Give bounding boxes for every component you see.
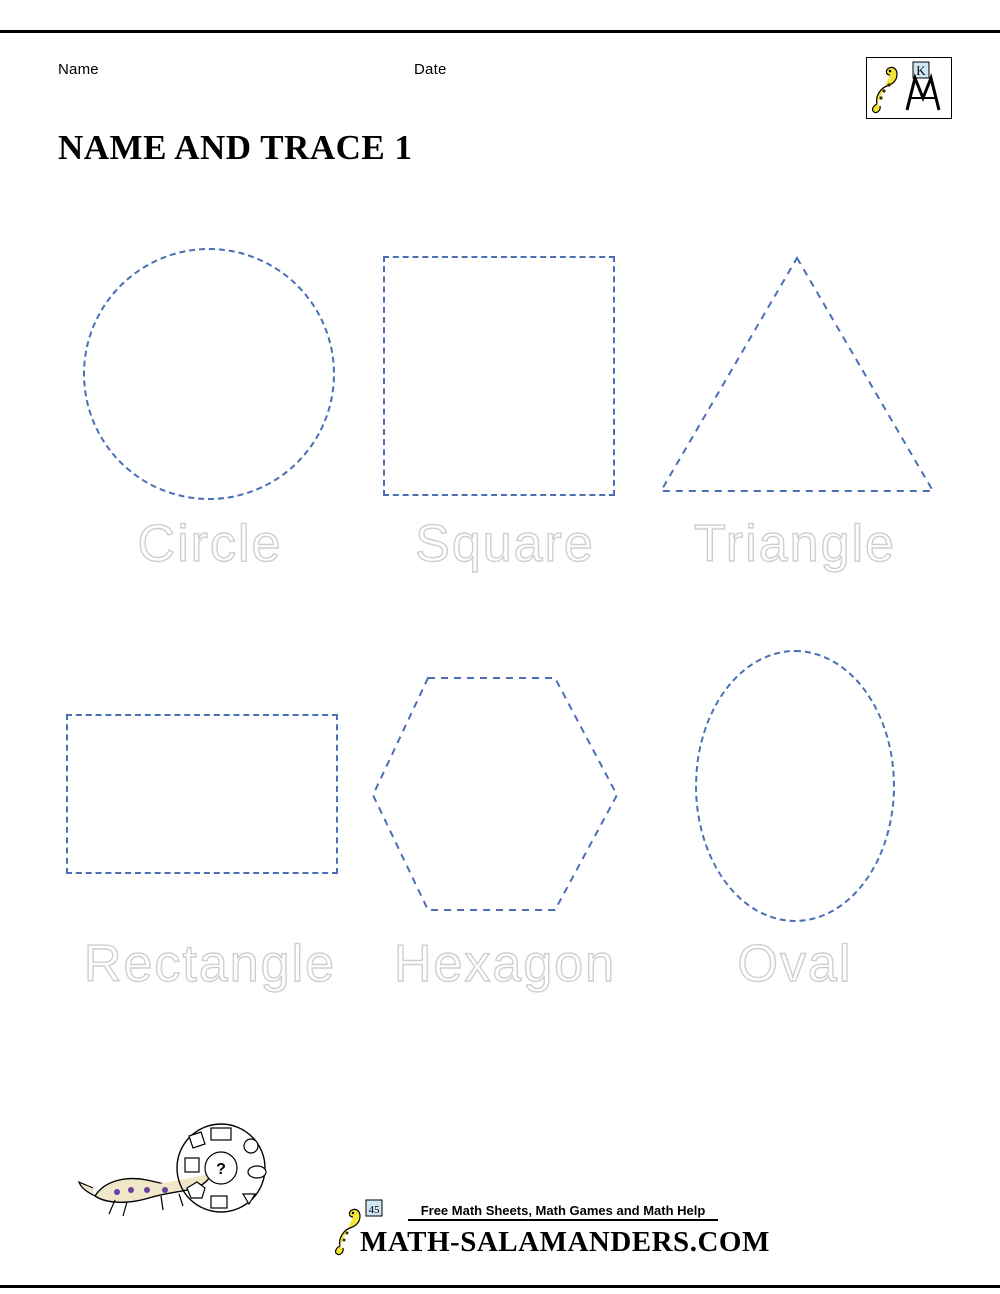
salamander-logo-box [866,57,952,119]
salamander-mascot-icon [75,1118,285,1248]
salamander-logo-icon [867,58,951,118]
footer-tagline: Free Math Sheets, Math Games and Math Help [420,1203,706,1218]
page-title: NAME AND TRACE 1 [58,128,413,168]
shape-label-hexagon: Hexagon [393,935,617,993]
circle-trace-outline[interactable] [83,248,335,500]
svg-text:45: 45 [368,1204,380,1216]
shape-label-triangle: Triangle [694,515,896,573]
name-field-label: Name [58,61,99,78]
mascot-question-mark: ? [216,1161,226,1178]
footer-site-url[interactable]: MATH-SALAMANDERS.COM [360,1226,770,1258]
rectangle-trace-outline[interactable] [66,714,338,874]
square-trace-outline[interactable] [383,256,615,496]
page-top-rule [0,30,1000,33]
oval-trace-outline[interactable] [695,650,895,922]
footer-rule [408,1219,718,1221]
shape-label-rectangle: Rectangle [83,935,337,993]
date-field-label: Date [414,61,447,78]
shape-label-square: Square [415,515,595,573]
triangle-trace-outline[interactable] [645,248,945,500]
svg-text:K: K [916,63,926,78]
hexagon-trace-outline[interactable] [355,668,655,920]
shape-label-circle: Circle [137,515,283,573]
shape-label-oval: Oval [737,935,853,993]
page-bottom-rule [0,1285,1000,1288]
